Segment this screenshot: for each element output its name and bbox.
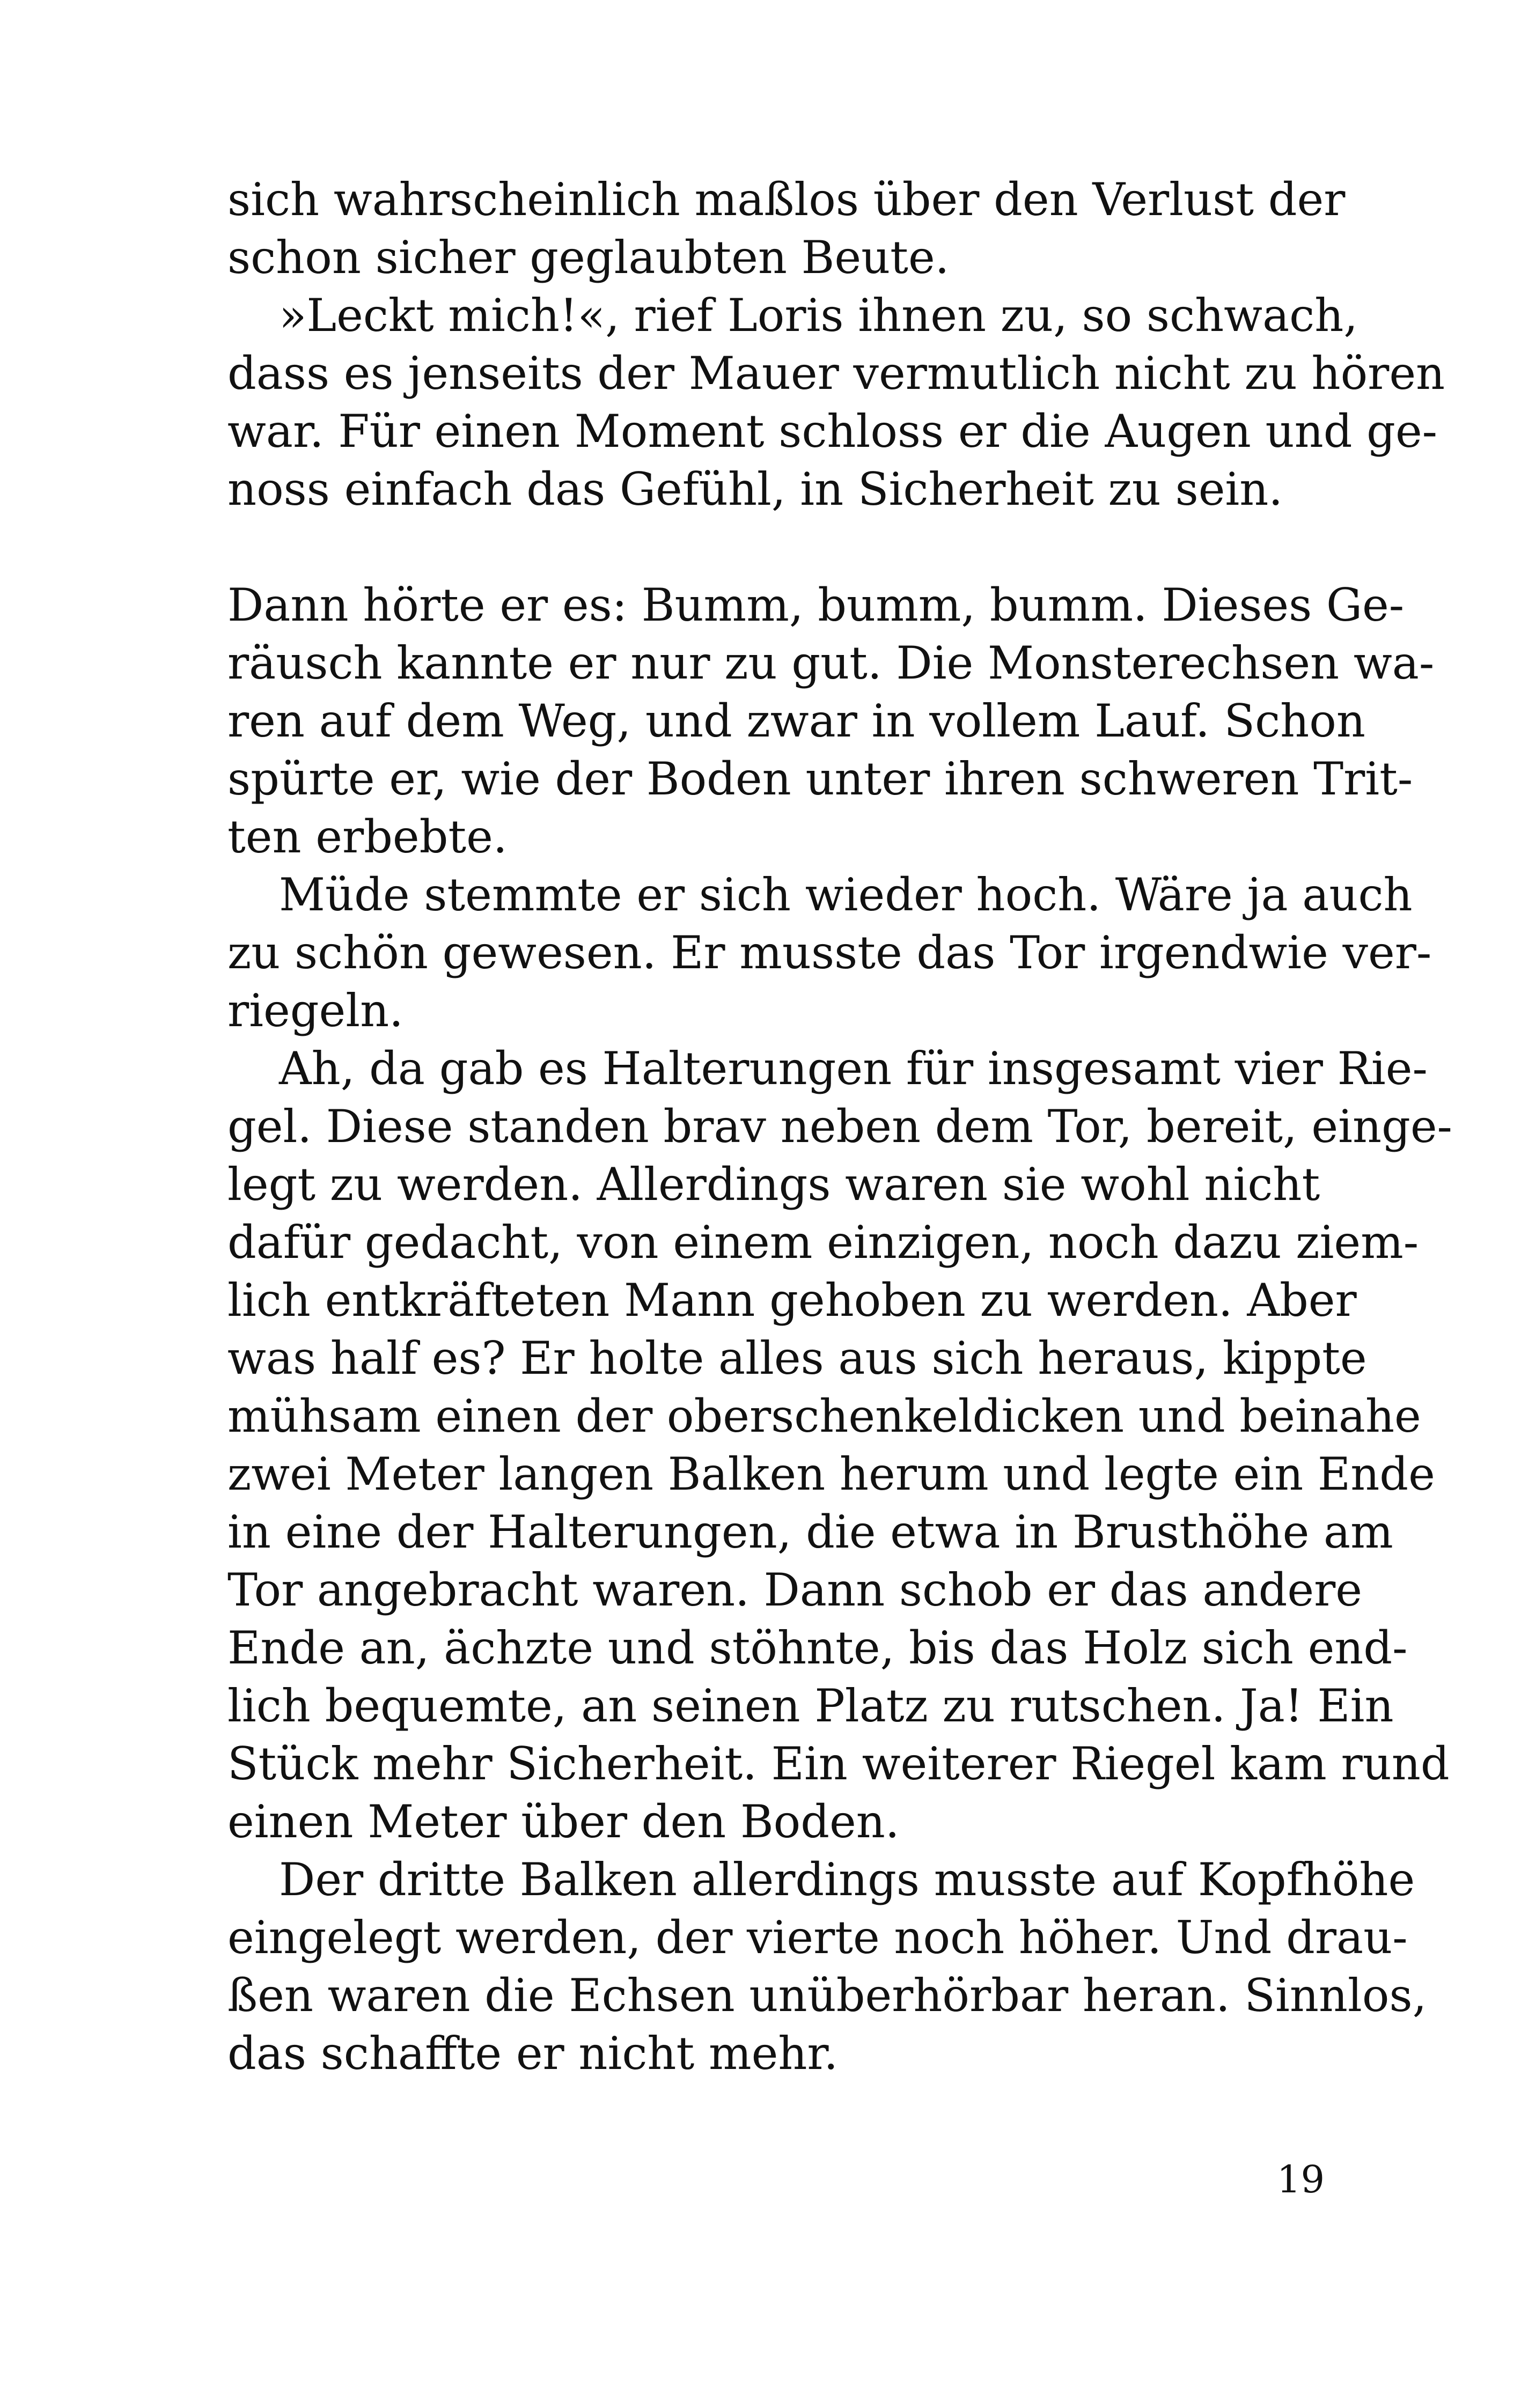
text-line: lich entkräfteten Mann gehoben zu werden. Aber — [227, 1274, 1357, 1327]
text-line: Dann hörte er es: Bumm, bumm, bumm. Dieses Ge- — [227, 579, 1405, 631]
text-line: zwei Meter langen Balken herum und legte ein Ende — [227, 1448, 1435, 1500]
text-line: riegeln. — [227, 984, 403, 1037]
text-line: dafür gedacht, von einem einzigen, noch dazu ziem- — [227, 1216, 1419, 1269]
text-line: sich wahrscheinlich maßlos über den Verlust der — [227, 173, 1346, 226]
text-line: lich bequemte, an seinen Platz zu rutschen. Ja! Ein — [227, 1680, 1394, 1732]
text-line: schon sicher geglaubten Beute. — [227, 231, 950, 284]
body-text — [227, 171, 1452, 2082]
text-line: eingelegt werden, der vierte noch höher. Und drau- — [227, 1911, 1408, 1964]
text-line: Ende an, ächzte und stöhnte, bis das Holz sich end- — [227, 1622, 1408, 1674]
text-line: in eine der Halterungen, die etwa in Brusthöhe am — [227, 1506, 1393, 1558]
text-line: legt zu werden. Allerdings waren sie wohl nicht — [227, 1158, 1320, 1211]
text-line: zu schön gewesen. Er musste das Tor irgendwie ver- — [227, 926, 1432, 979]
text-line: einen Meter über den Boden. — [227, 1795, 900, 1848]
text-line: ren auf dem Weg, und zwar in vollem Lauf. Schon — [227, 695, 1365, 747]
section-break — [227, 518, 1317, 576]
text-line: Der dritte Balken allerdings musste auf Kopfhöhe — [279, 1853, 1415, 1906]
text-line: Tor angebracht waren. Dann schob er das andere — [227, 1564, 1362, 1616]
text-line: dass es jenseits der Mauer vermutlich nicht zu hören — [227, 347, 1445, 400]
text-line: Müde stemmte er sich wieder hoch. Wäre ja auch — [279, 868, 1413, 921]
text-line: das schaffte er nicht mehr. — [227, 2027, 839, 2080]
text-line: räusch kannte er nur zu gut. Die Monsterechsen wa- — [227, 637, 1435, 689]
text-line: war. Für einen Moment schloss er die Augen und ge- — [227, 405, 1438, 458]
text-line: gel. Diese standen brav neben dem Tor, bereit, einge- — [227, 1100, 1452, 1153]
text-line: was half es? Er holte alles aus sich heraus, kippte — [227, 1332, 1367, 1385]
text-line: ßen waren die Echsen unüberhörbar heran. Sinnlos, — [227, 1969, 1427, 2022]
text-line: »Leckt mich!«, rief Loris ihnen zu, so schwach, — [279, 289, 1358, 342]
text-line: spürte er, wie der Boden unter ihren schweren Trit- — [227, 753, 1413, 805]
text-line: Ah, da gab es Halterungen für insgesamt vier Rie- — [279, 1042, 1428, 1095]
page-number: 19 — [1277, 2157, 1325, 2201]
text-line: ten erbebte. — [227, 811, 508, 863]
text-line: Stück mehr Sicherheit. Ein weiterer Riegel kam rund — [227, 1737, 1450, 1790]
text-line: noss einfach das Gefühl, in Sicherheit zu sein. — [227, 463, 1283, 516]
text-line: mühsam einen der oberschenkeldicken und beinahe — [227, 1390, 1421, 1442]
